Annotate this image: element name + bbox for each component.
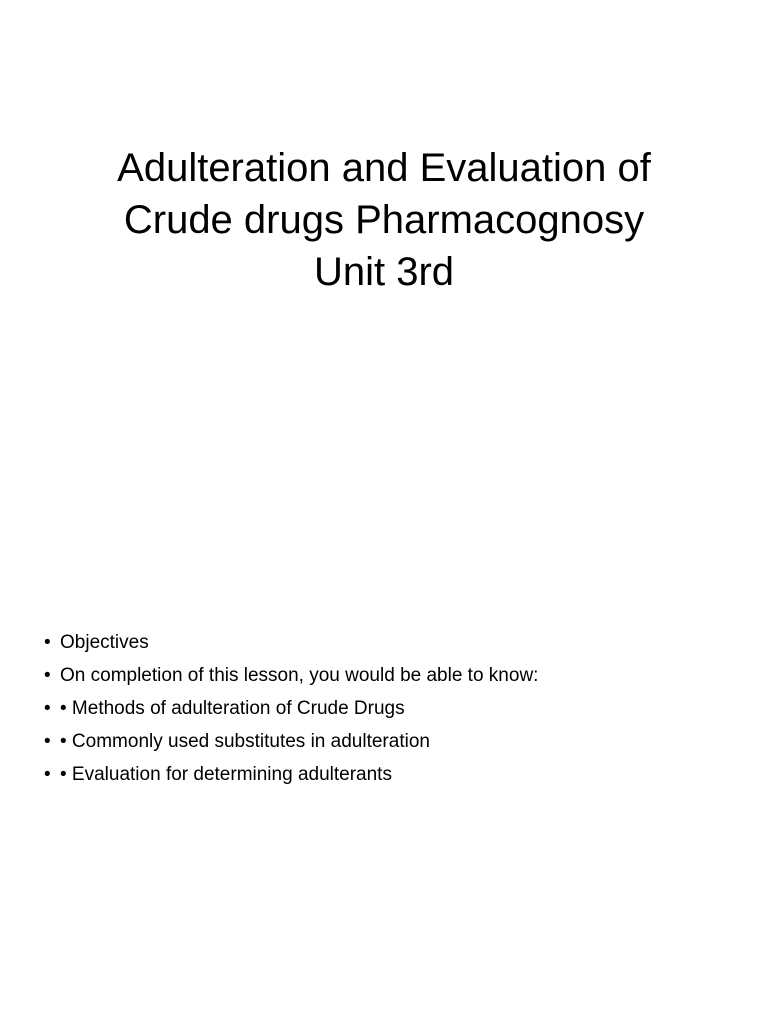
bullet-marker: • [44,731,51,752]
bullet-text: Objectives [60,632,149,653]
bullet-text: • Evaluation for determining adulterants [60,764,392,785]
bullet-text: • Methods of adulteration of Crude Drugs [60,698,405,719]
bullet-text: • Commonly used substitutes in adulteration [60,731,430,752]
title-line: Crude drugs Pharmacognosy [123,198,645,242]
bullet-item [44,725,724,758]
title-line: Unit 3rd [313,250,455,294]
bullet-item [44,659,724,692]
bullet-marker: • [44,764,51,785]
bullet-text: On completion of this lesson, you would be able to know: [60,665,539,686]
slide-title [40,142,728,298]
bullet-item [44,626,724,659]
bullet-item [44,758,724,791]
bullet-item [44,692,724,725]
bullet-marker: • [44,665,51,686]
bullet-list [44,626,724,791]
bullet-marker: • [44,698,51,719]
title-line: Adulteration and Evaluation of [117,146,651,190]
bullet-marker: • [44,632,51,653]
